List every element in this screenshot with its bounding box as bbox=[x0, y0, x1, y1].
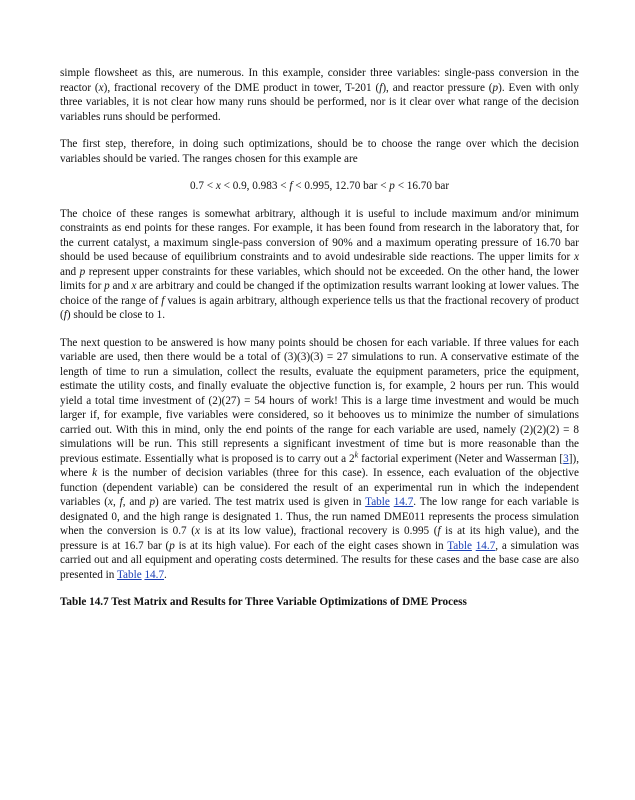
text: simple flowsheet as this, are numerous. In this example, consider three variables: single-pass conversion in the reactor ( bbox=[60, 67, 579, 94]
var: k bbox=[92, 467, 98, 479]
var: p bbox=[169, 539, 175, 552]
text: ). Even with only three variables, it is not clear how many runs should be performed, nor is it clear over what range of the decision variables runs should be performed. bbox=[60, 81, 579, 123]
text: is at its high value), and the pressure is at 16.7 bar ( bbox=[60, 525, 579, 552]
text: , a simulation was carried out and all equipment and operating costs determined. The results for these cases and the base case are also presented in bbox=[60, 539, 580, 581]
text: . bbox=[164, 568, 167, 581]
text: . The low range for each variable is designated 0, and the high range is designated 1. Thus, the run named DME011 represents the process simulation when the conversion is 0.7 ( bbox=[60, 496, 580, 537]
var: p bbox=[389, 180, 395, 192]
var: f bbox=[379, 81, 383, 94]
table-link[interactable]: Table bbox=[447, 539, 472, 552]
text: , bbox=[112, 496, 120, 508]
paragraph-3 bbox=[60, 207, 579, 323]
text: is at its high value). For each of the eight cases shown in bbox=[174, 539, 448, 552]
reference-link-3[interactable]: 3 bbox=[563, 452, 569, 465]
paragraph-4 bbox=[60, 336, 579, 583]
eq-part: < 0.9, 0.983 < bbox=[220, 180, 290, 192]
table-number-link[interactable]: 14.7 bbox=[393, 496, 414, 508]
eq-part: < 0.995, 12.70 bar < bbox=[292, 180, 390, 192]
var: f bbox=[289, 180, 293, 192]
var: f bbox=[161, 294, 165, 307]
text: ) are varied. The test matrix used is given in bbox=[155, 496, 366, 508]
table-number-link[interactable]: 14.7 bbox=[144, 568, 165, 581]
text: values is again arbitrary, although experience tells us that the fractional recovery of product ( bbox=[60, 294, 579, 321]
text: ), and reactor pressure ( bbox=[382, 81, 493, 94]
text: factorial experiment (Neter and Wasserman [ bbox=[358, 452, 564, 465]
var: x bbox=[131, 280, 137, 292]
var: p bbox=[79, 265, 86, 278]
text: and bbox=[60, 265, 80, 278]
var: f bbox=[119, 496, 123, 508]
document-page bbox=[60, 66, 579, 610]
var: x bbox=[215, 180, 221, 192]
var: x bbox=[574, 251, 579, 263]
var: f bbox=[63, 309, 67, 321]
var: p bbox=[149, 496, 156, 508]
text: ), fractional recovery of the DME product in tower, T-201 ( bbox=[103, 81, 380, 94]
eq-part: < 16.70 bar bbox=[394, 180, 450, 192]
var: x bbox=[98, 81, 104, 94]
var: p bbox=[104, 280, 110, 292]
table-link[interactable]: Table bbox=[116, 568, 142, 581]
var: x bbox=[194, 525, 200, 537]
table-caption: Table 14.7 Test Matrix and Results for Three Variable Optimizations of DME Process bbox=[60, 596, 467, 608]
text: , and bbox=[122, 496, 150, 508]
text: is the number of decision variables (three for this case). In essence, each evaluation of the objective function (dependent variable) can be considered the result of an experimental run in which the independent variables ( bbox=[60, 467, 579, 508]
var: x bbox=[107, 496, 113, 508]
var: f bbox=[437, 525, 441, 537]
range-equation bbox=[60, 179, 579, 194]
table-link[interactable]: Table bbox=[365, 496, 390, 508]
text: and bbox=[109, 280, 132, 292]
paragraph-2: The first step, therefore, in doing such optimizations, should be to choose the range over which the decision variables should be varied. The ranges chosen for this example are bbox=[60, 138, 579, 165]
text: is at its low value), fractional recovery is 0.995 ( bbox=[199, 525, 438, 537]
text: ) should be close to 1. bbox=[66, 309, 166, 321]
var: p bbox=[492, 81, 499, 94]
paragraph-1 bbox=[60, 66, 579, 124]
text: are arbitrary and could be changed if the optimization results warrant looking at lower values. The choice of the range of bbox=[60, 280, 579, 307]
var: k bbox=[354, 449, 359, 459]
text: ]), where bbox=[60, 452, 579, 479]
text: The next question to be answered is how many points should be chosen for each variable. If three values for each variable are used, then there would be a total of (3)(3)(3) = 27 simulations to run. A conservative estimate of the length of time to run a simulation, collect the results, evaluate the equipment parameters, price the equipment, estimate the utility costs, and finally evaluate the objective function is, for example, 2 hours per run. This would yield a total time investment of (2)(27) = 54 hours of work! This is a large time investment and would be much larger if, for example, five variables were considered, so it behooves us to minimize the number of simulations carried out. With this in mind, only the end points of the range for each variable are used, namely (2)(2)(2) = 8 simulations will be run. This still represents a significant investment of time but is more reasonable than the previous estimate. Essentially what is proposed is to carry out a 2 bbox=[60, 336, 579, 465]
eq-part: 0.7 < bbox=[189, 180, 216, 192]
table-number-link[interactable]: 14.7 bbox=[475, 539, 496, 552]
text: The choice of these ranges is somewhat arbitrary, although it is useful to include maximum and/or minimum constraints as end points for these ranges. For example, it has been found from research in the laboratory that, for the current catalyst, a maximum single-pass conversion of 90% and a maximum operating pressure of 16.70 bar should be used because of equilibrium constraints and to avoid undesirable side reactions. The upper limits for bbox=[60, 207, 579, 263]
text: represent upper constraints for these variables, which should not be exceeded. On the other hand, the lower limits for bbox=[60, 265, 579, 292]
